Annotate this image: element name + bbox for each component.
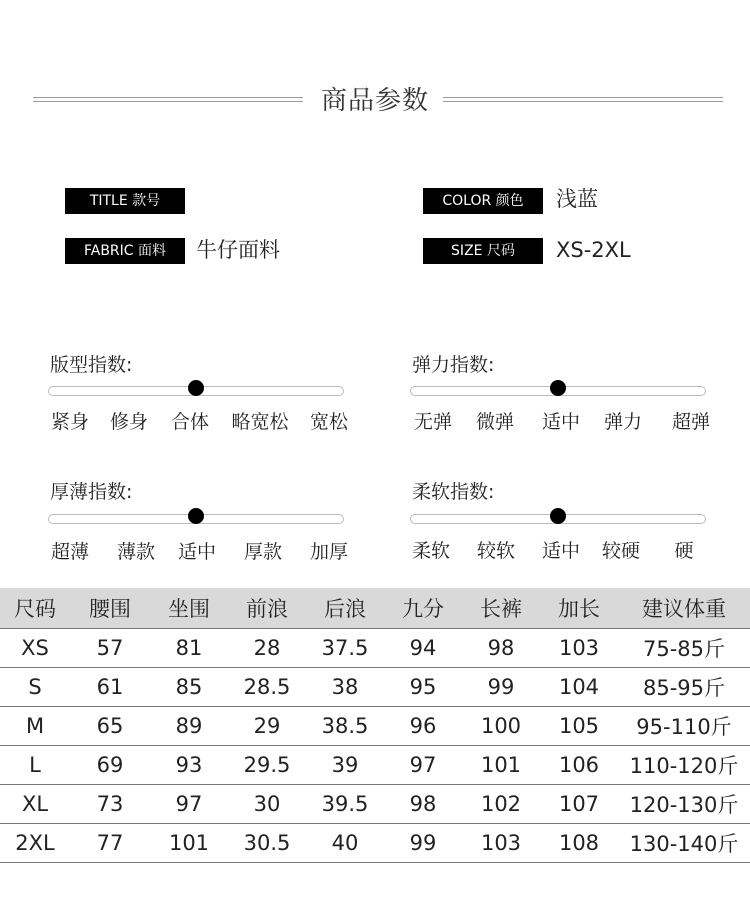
elasticity-index-marker <box>550 380 566 396</box>
table-cell: XL <box>0 785 70 824</box>
table-cell: 30 <box>228 785 306 824</box>
elasticity-index-label: 微弹 <box>475 411 515 433</box>
table-cell: S <box>0 668 70 707</box>
table-cell: 105 <box>540 707 618 746</box>
table-row <box>0 824 750 863</box>
header-cell: 九分 <box>384 588 462 629</box>
table-cell: 73 <box>70 785 150 824</box>
table-cell: 39 <box>306 746 384 785</box>
softness-index-marker <box>550 508 566 524</box>
table-cell: 77 <box>70 824 150 863</box>
table-cell: XS <box>0 629 70 668</box>
header-cell: 长裤 <box>462 588 540 629</box>
header-cell: 建议体重 <box>618 588 750 629</box>
color-value: 浅蓝 <box>556 187 598 211</box>
header-cell: 腰围 <box>70 588 150 629</box>
table-cell: 95-110斤 <box>618 707 750 746</box>
table-cell: L <box>0 746 70 785</box>
header-rule-left <box>33 97 303 98</box>
elasticity-index-title: 弹力指数: <box>412 354 495 376</box>
table-cell: M <box>0 707 70 746</box>
table-cell: 97 <box>384 746 462 785</box>
table-cell: 89 <box>150 707 228 746</box>
page-title: 商品参数 <box>320 86 429 116</box>
softness-index-label: 较硬 <box>601 540 641 562</box>
table-cell: 101 <box>462 746 540 785</box>
table-cell: 103 <box>462 824 540 863</box>
table-cell: 93 <box>150 746 228 785</box>
table-cell: 38.5 <box>306 707 384 746</box>
table-cell: 61 <box>70 668 150 707</box>
table-row <box>0 629 750 668</box>
size-tag: SIZE 尺码 <box>423 238 543 264</box>
table-cell: 29 <box>228 707 306 746</box>
thickness-index-title: 厚薄指数: <box>50 481 133 503</box>
table-cell: 95 <box>384 668 462 707</box>
thickness-index-label: 适中 <box>177 541 217 563</box>
thickness-index-marker <box>188 508 204 524</box>
table-cell: 69 <box>70 746 150 785</box>
table-cell: 38 <box>306 668 384 707</box>
size-table <box>0 588 750 863</box>
table-cell: 110-120斤 <box>618 746 750 785</box>
fit-index-title: 版型指数: <box>50 354 133 376</box>
table-cell: 99 <box>384 824 462 863</box>
thickness-index-label: 加厚 <box>309 541 349 563</box>
table-cell: 106 <box>540 746 618 785</box>
softness-index-label: 适中 <box>541 540 581 562</box>
elasticity-index-label: 无弹 <box>413 411 453 433</box>
table-cell: 37.5 <box>306 629 384 668</box>
thickness-index-label: 厚款 <box>243 541 283 563</box>
table-cell: 2XL <box>0 824 70 863</box>
fabric-value: 牛仔面料 <box>196 238 280 262</box>
table-cell: 99 <box>462 668 540 707</box>
table-cell: 94 <box>384 629 462 668</box>
table-row <box>0 707 750 746</box>
table-cell: 102 <box>462 785 540 824</box>
elasticity-index-label: 超弹 <box>671 411 711 433</box>
header-cell: 前浪 <box>228 588 306 629</box>
table-cell: 29.5 <box>228 746 306 785</box>
table-cell: 98 <box>384 785 462 824</box>
color-tag: COLOR 颜色 <box>423 188 543 214</box>
table-cell: 101 <box>150 824 228 863</box>
table-cell: 65 <box>70 707 150 746</box>
thickness-index-label: 薄款 <box>116 541 156 563</box>
elasticity-index-label: 弹力 <box>603 411 643 433</box>
fit-index-label: 合体 <box>170 411 210 433</box>
header-cell: 尺码 <box>0 588 70 629</box>
table-row <box>0 785 750 824</box>
header-cell: 坐围 <box>150 588 228 629</box>
table-cell: 75-85斤 <box>618 629 750 668</box>
fit-index-label: 修身 <box>109 411 149 433</box>
table-cell: 98 <box>462 629 540 668</box>
fit-index-label: 宽松 <box>309 411 349 433</box>
fit-index-marker <box>188 380 204 396</box>
thickness-index-label: 超薄 <box>50 541 90 563</box>
elasticity-index-label: 适中 <box>541 411 581 433</box>
table-cell: 57 <box>70 629 150 668</box>
table-cell: 100 <box>462 707 540 746</box>
size-value: XS-2XL <box>556 238 631 262</box>
table-cell: 108 <box>540 824 618 863</box>
table-cell: 96 <box>384 707 462 746</box>
fabric-tag: FABRIC 面料 <box>65 238 185 264</box>
table-cell: 39.5 <box>306 785 384 824</box>
softness-index-label: 柔软 <box>411 540 451 562</box>
table-cell: 28.5 <box>228 668 306 707</box>
table-cell: 30.5 <box>228 824 306 863</box>
table-cell: 81 <box>150 629 228 668</box>
table-cell: 107 <box>540 785 618 824</box>
fit-index-label: 略宽松 <box>231 411 289 433</box>
header-cell: 加长 <box>540 588 618 629</box>
table-cell: 85-95斤 <box>618 668 750 707</box>
table-row <box>0 668 750 707</box>
table-cell: 130-140斤 <box>618 824 750 863</box>
fit-index-label: 紧身 <box>50 411 90 433</box>
table-cell: 40 <box>306 824 384 863</box>
table-row <box>0 746 750 785</box>
softness-index-label: 硬 <box>674 540 694 562</box>
softness-index-label: 较软 <box>476 540 516 562</box>
title-tag: TITLE 款号 <box>65 188 185 214</box>
table-cell: 85 <box>150 668 228 707</box>
header-rule-right <box>443 97 723 98</box>
table-cell: 104 <box>540 668 618 707</box>
size-table-header <box>0 588 750 629</box>
table-cell: 103 <box>540 629 618 668</box>
table-cell: 120-130斤 <box>618 785 750 824</box>
header-cell: 后浪 <box>306 588 384 629</box>
table-cell: 97 <box>150 785 228 824</box>
softness-index-title: 柔软指数: <box>412 481 495 503</box>
table-cell: 28 <box>228 629 306 668</box>
